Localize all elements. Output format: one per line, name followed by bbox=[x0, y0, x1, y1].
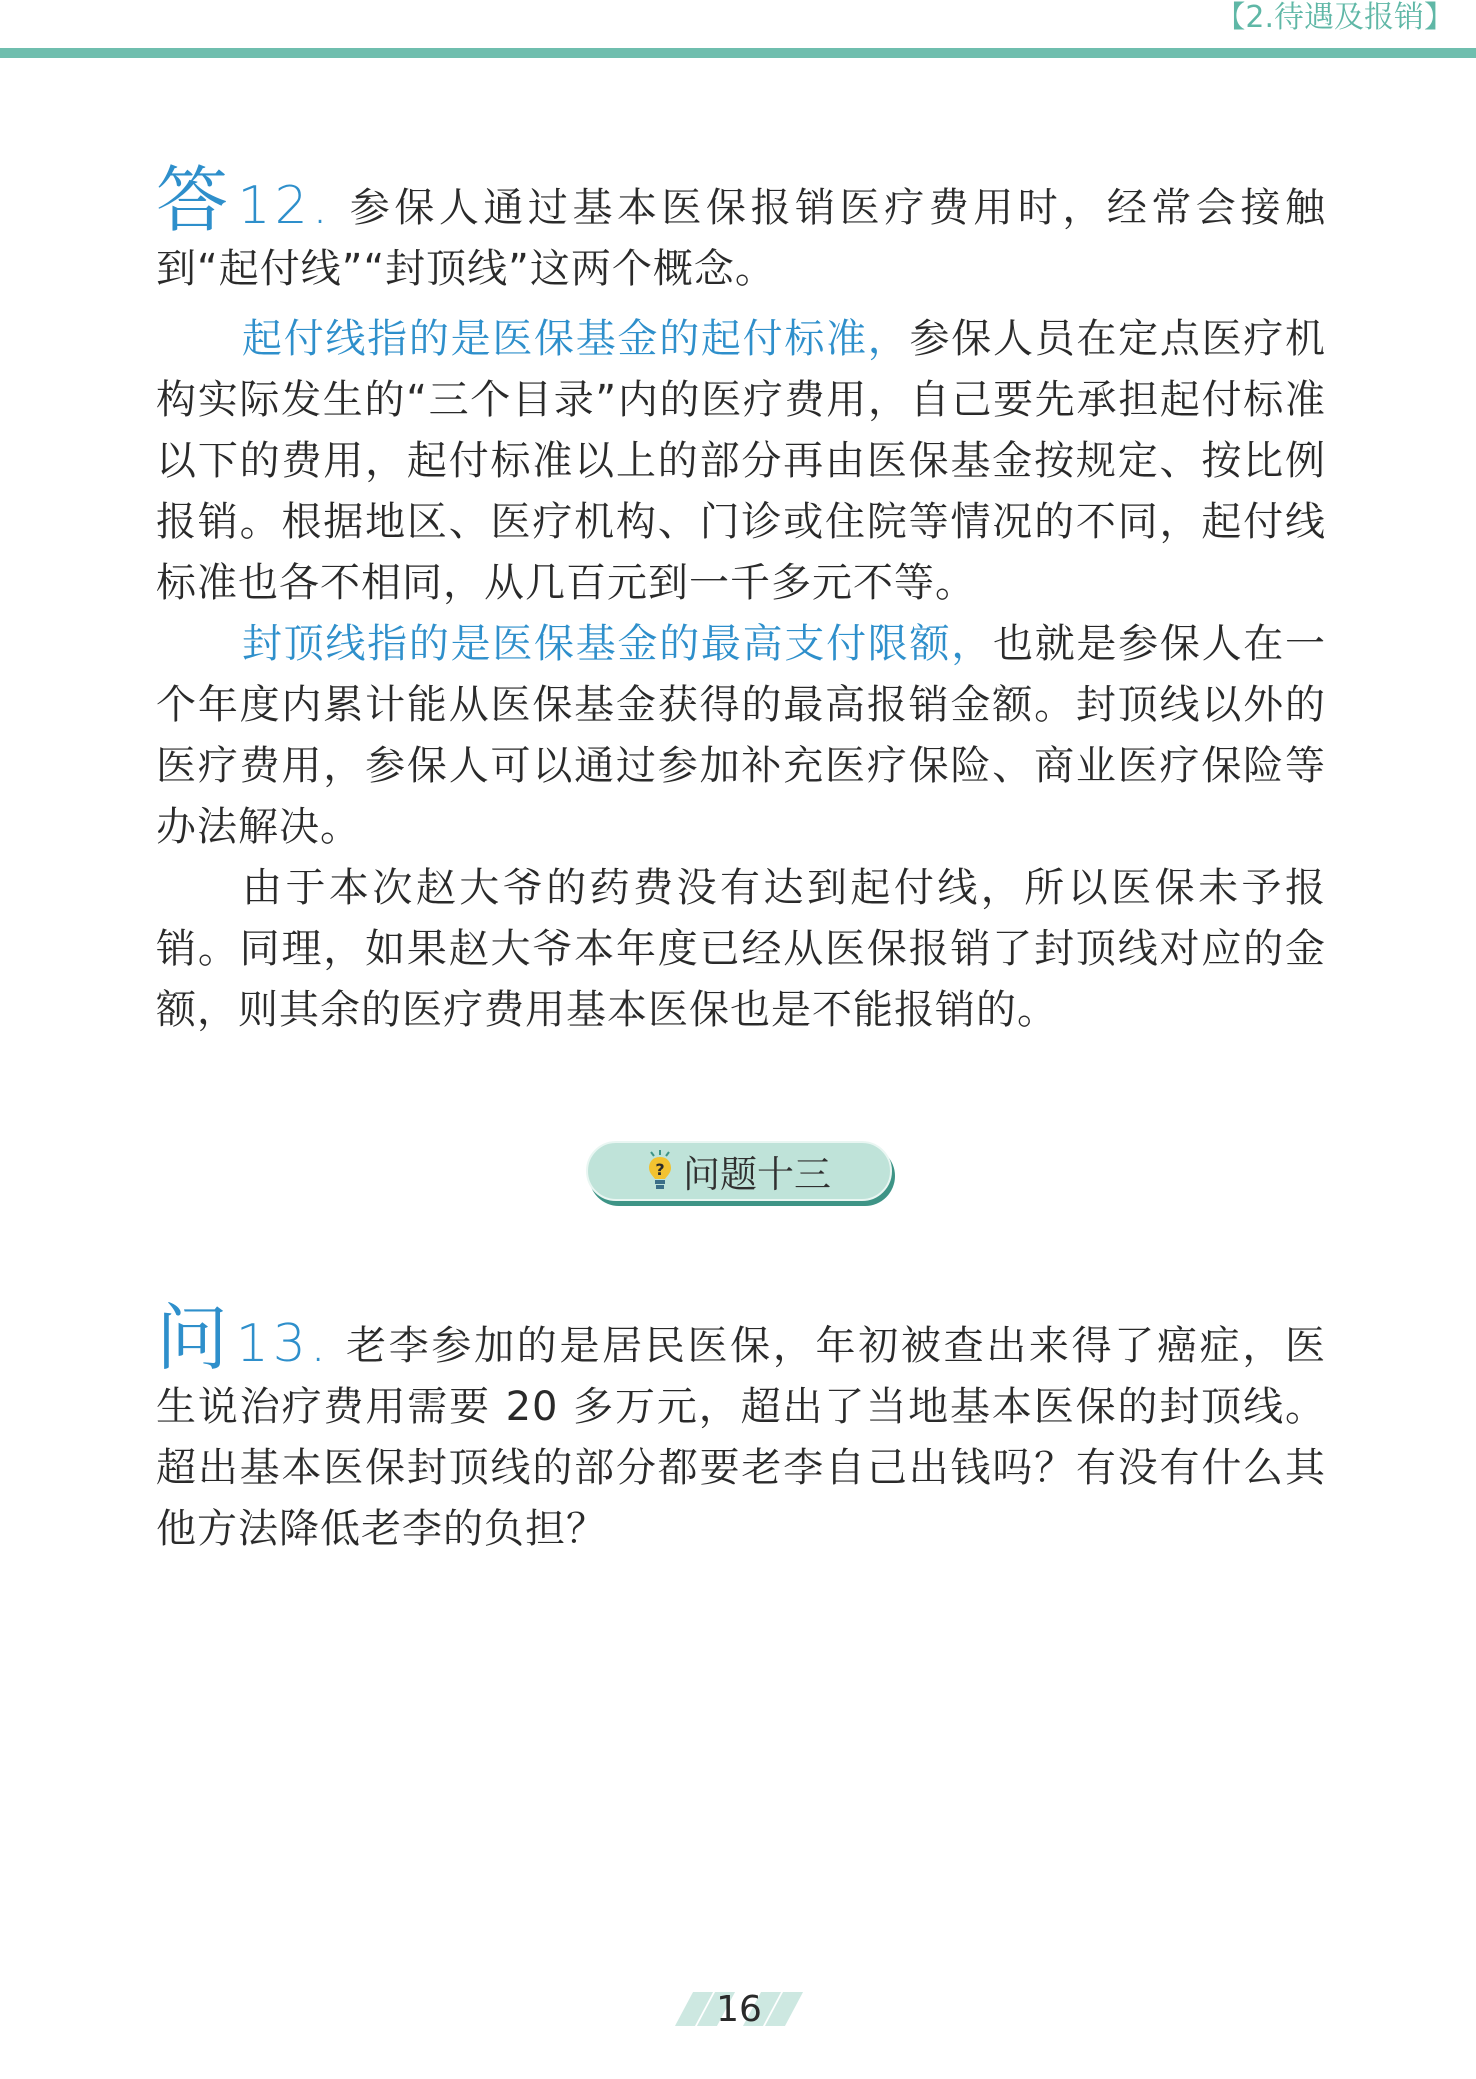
question-badge bbox=[586, 1141, 892, 1201]
answer-12-intro bbox=[156, 158, 1326, 300]
question-text: 老李参加的是居民医保，年初被查出来得了癌症，医生说治疗费用需要 20 多万元，超出了当地基本医保的封顶线。超出基本医保封顶线的部分都要老李自己出钱吗？有没有什么其他方法降低老李的负担？ bbox=[156, 1323, 1326, 1552]
answer-12-paragraph-2 bbox=[156, 614, 1326, 858]
question-badge-label: 问题十三 bbox=[683, 1153, 831, 1196]
cap-text: 也就是参保人在一个年度内累计能从医保基金获得的最高报销金额。封顶线以外的医疗费用，参保人可以通过参加补充医疗保险、商业医疗保险等办法解决。 bbox=[156, 621, 1327, 850]
answer-intro-text: 参保人通过基本医保报销医疗费用时，经常会接触到“起付线”“封顶线”这两个概念。 bbox=[156, 185, 1326, 292]
deductible-definition: 起付线指的是医保基金的起付标准， bbox=[242, 316, 910, 362]
svg-text:?: ? bbox=[655, 1160, 665, 1179]
page-footer bbox=[676, 1988, 802, 2034]
lightbulb-question-icon bbox=[647, 1150, 673, 1192]
page-number: 16 bbox=[716, 1989, 762, 2030]
answer-label: 答 bbox=[156, 158, 238, 242]
section-tag: 【2.待遇及报销】 bbox=[1215, 0, 1454, 35]
cap-definition: 封顶线指的是医保基金的最高支付限额， bbox=[242, 621, 993, 667]
deductible-text: 参保人员在定点医疗机构实际发生的“三个目录”内的医疗费用，自己要先承担起付标准以下的费用，起付标准以上的部分再由医保基金按规定、按比例报销。根据地区、医疗机构、门诊或住院等情况的不同，起付线标准也各不相同，从几百元到一千多元不等。 bbox=[156, 316, 1327, 606]
question-13 bbox=[156, 1296, 1326, 1560]
question-label: 问 bbox=[156, 1296, 236, 1380]
answer-12-paragraph-1 bbox=[156, 309, 1326, 614]
answer-conclusion-text: 由于本次赵大爷的药费没有达到起付线，所以医保未予报销。同理，如果赵大爷本年度已经从医保报销了封顶线对应的金额，则其余的医疗费用基本医保也是不能报销的。 bbox=[156, 865, 1326, 1033]
answer-12-paragraph-3 bbox=[156, 858, 1326, 1041]
question-number: 13. bbox=[235, 1314, 331, 1374]
header-rule bbox=[0, 48, 1476, 58]
answer-number: 12. bbox=[237, 176, 333, 236]
